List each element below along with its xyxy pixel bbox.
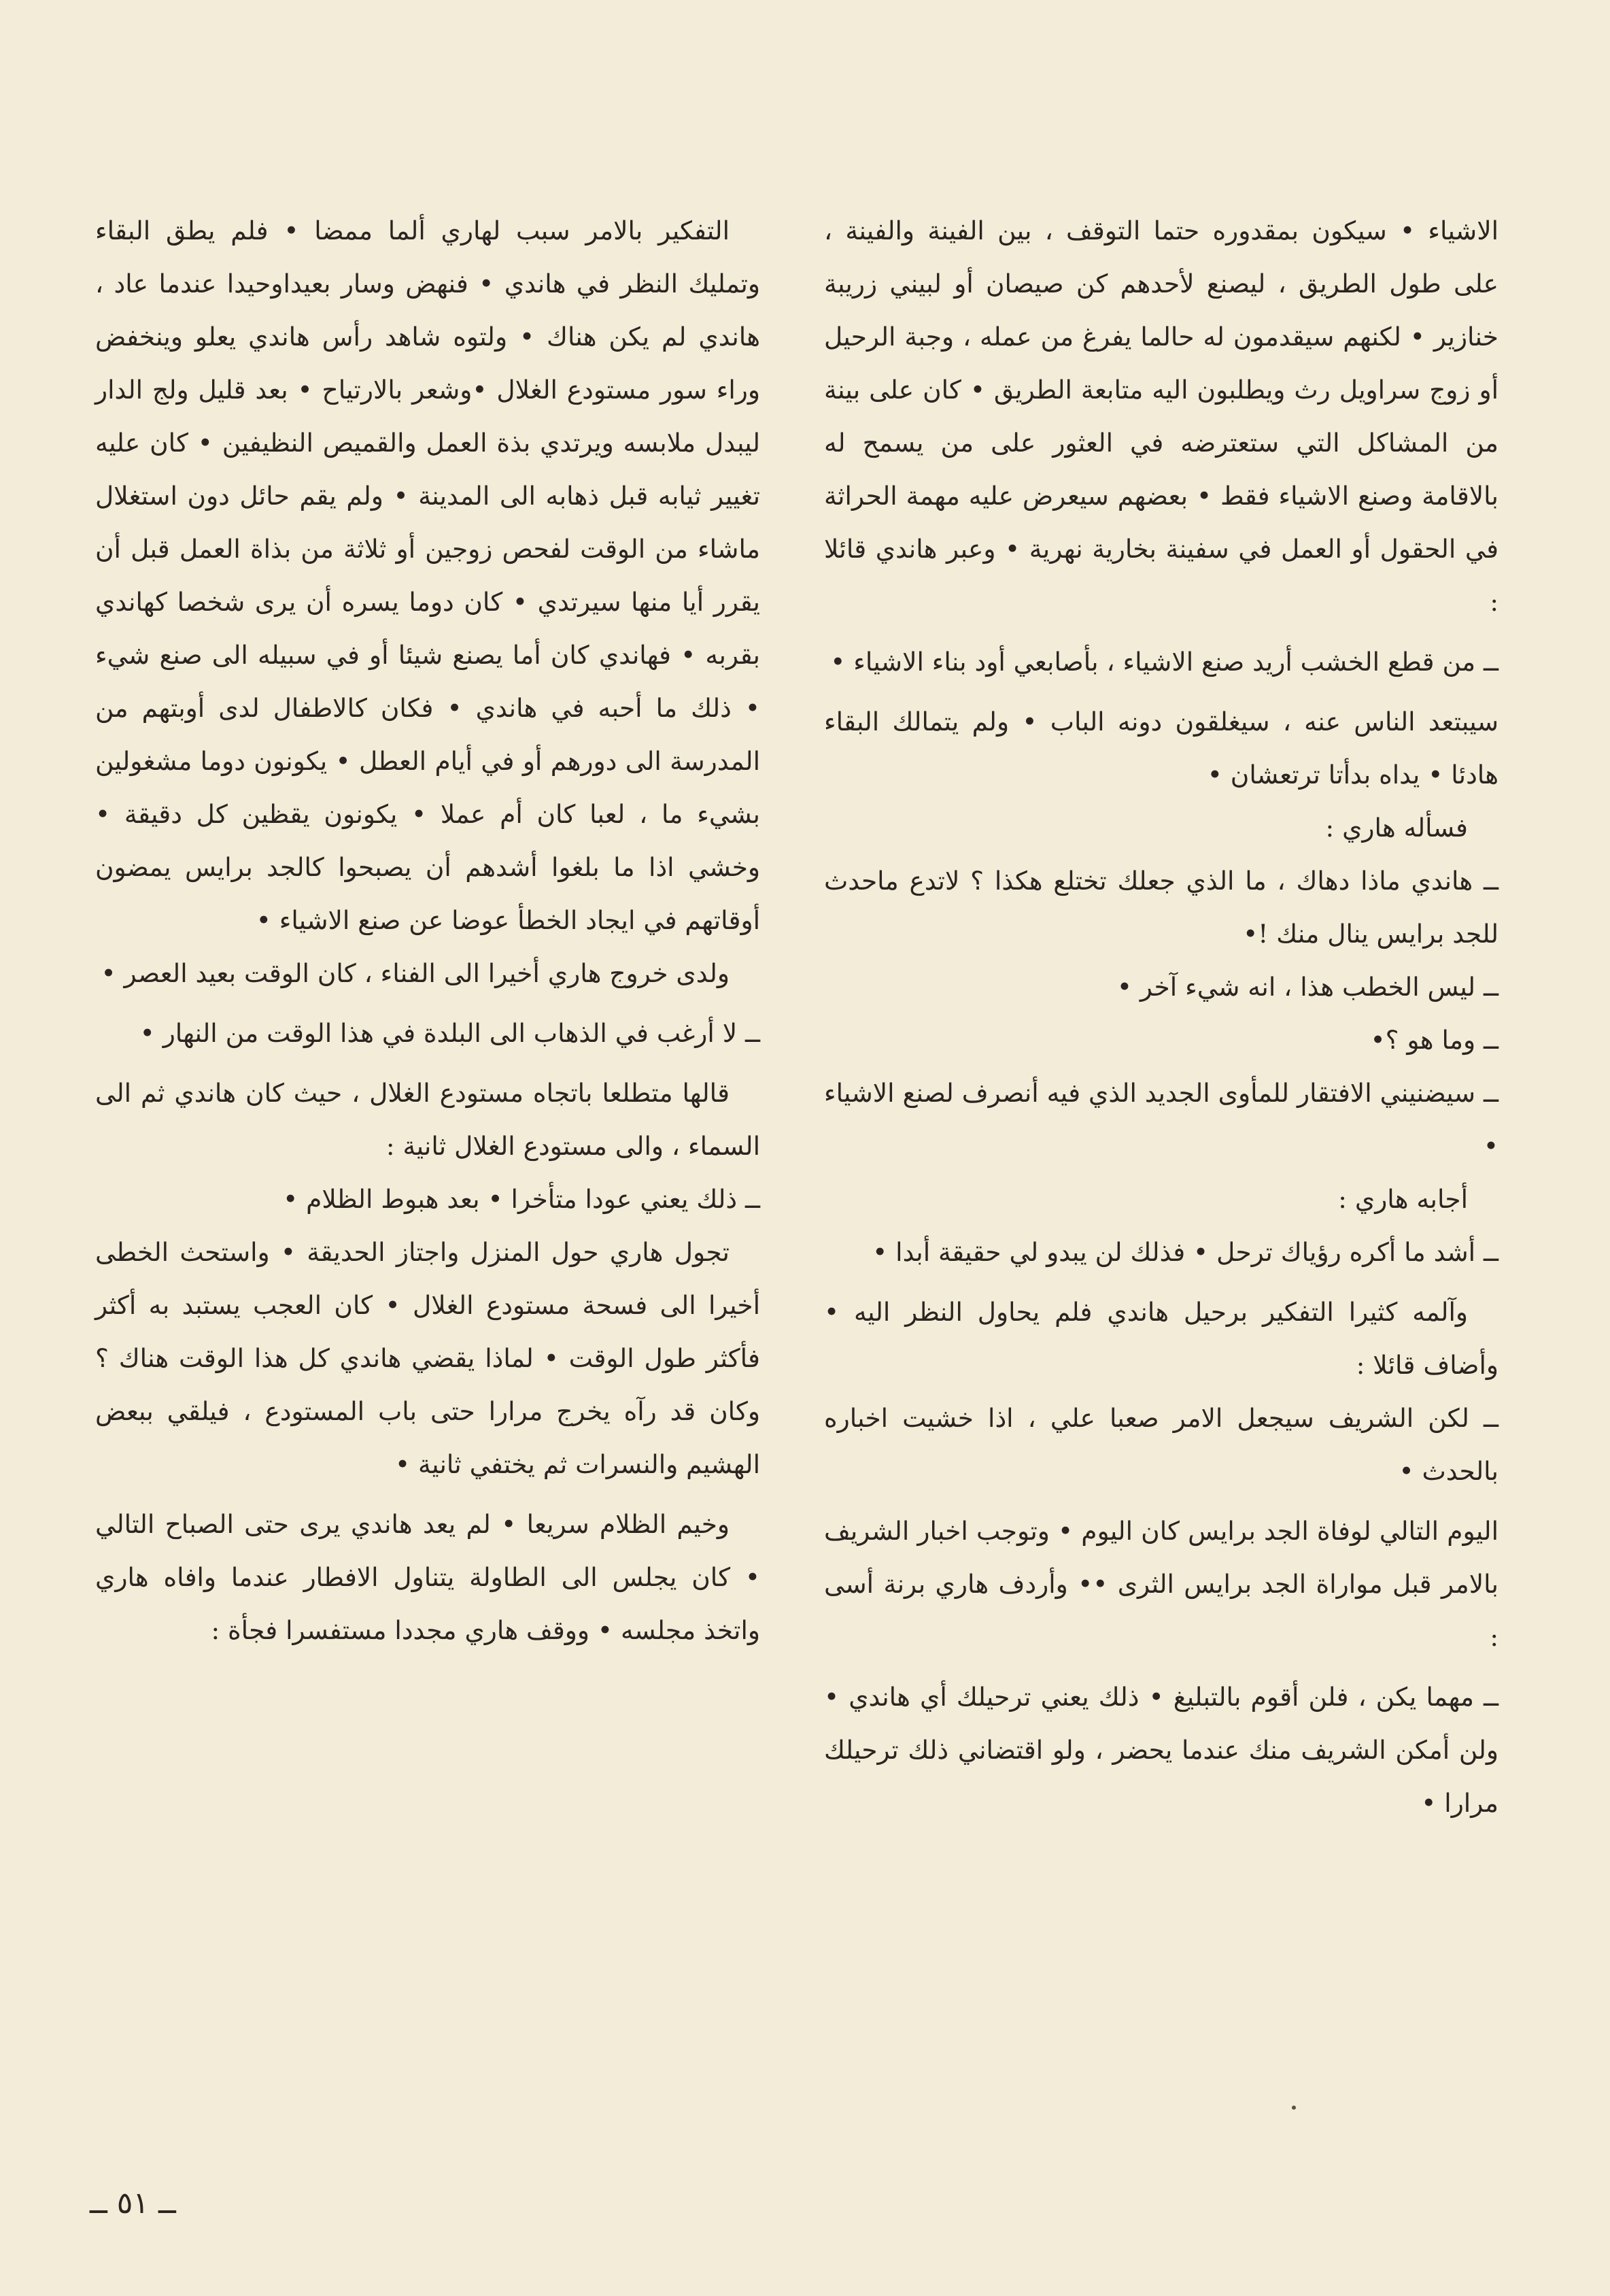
dialogue-line: ــ من قطع الخشب أريد صنع الاشياء ، بأصابعي أود بناء الاشياء • [830, 647, 1498, 677]
dialogue-line: ــ لا أرغب في الذهاب الى البلدة في هذا الوقت من النهار • [139, 1018, 760, 1048]
paragraph: ولدى خروج هاري أخيرا الى الفناء ، كان الوقت بعيد العصر • [101, 958, 730, 988]
paragraph: سيبتعد الناس عنه ، سيغلقون دونه الباب • ولم يتمالك البقاء هادئا • يداه بدأتا ترتعشان • [824, 707, 1498, 790]
right-text-column [824, 204, 1498, 1829]
paragraph: تجول هاري حول المنزل واجتاز الحديقة • واستحث الخطى أخيرا الى فسحة مستودع الغلال • كان العجب يستبد به أكثر فأكثر طول الوقت • لماذا يقضي هاندي كل هذا الوقت هناك ؟ وكان قد رآه يخرج مرارا حتى باب المستودع ، فيلقي ببعض الهشيم والنسرات ثم يختفي ثانية • [95, 1237, 760, 1479]
dialogue-line: ــ مهما يكن ، فلن أقوم بالتبليغ • ذلك يعني ترحيلك أي هاندي • ولن أمكن الشريف منك عندما يحضر ، ولو اقتضاني ذلك ترحيلك مرارا • [824, 1682, 1498, 1818]
paragraph: وخيم الظلام سريعا • لم يعد هاندي يرى حتى الصباح التالي • كان يجلس الى الطاولة يتناول الافطار عندما وافاه هاري واتخذ مجلسه • ووقف هاري مجددا مستفسرا فجأة : [95, 1509, 760, 1645]
dialogue-line: ــ هاندي ماذا دهاك ، ما الذي جعلك تختلع هكذا ؟ لاتدع ماحدث للجد برايس ينال منك !• [824, 866, 1498, 949]
dialogue-line: ــ وما هو ؟• [1370, 1025, 1498, 1055]
dialogue-line: ــ سيضنيني الافتقار للمأوى الجديد الذي فيه أنصرف لصنع الاشياء • [824, 1078, 1498, 1161]
paragraph: التفكير بالامر سبب لهاري ألما ممضا • فلم يطق البقاء وتمليك النظر في هاندي • فنهض وسار بعيداوحيدا عندما عاد ، هاندي لم يكن هناك • ولتوه شاهد رأس هاندي يعلو وينخفض وراء سور مستودع الغلال •وشعر بالارتياح • بعد قليل ولج الدار ليبدل ملابسه ويرتدي بذة العمل والقميص النظيفين • كان عليه تغيير ثيابه قبل ذهابه الى المدينة • ولم يقم حائل دون استغلال ماشاء من الوقت لفحص زوجين أو ثلاثة من بذاة العمل قبل أن يقرر أيا منها سيرتدي • كان دوما يسره أن يرى شخصا كهاندي بقربه • فهاندي كان أما يصنع شيئا أو في سبيله الى صنع شيء • ذلك ما أحبه في هاندي • فكان كالاطفال لدى أوبتهم من المدرسة الى دورهم أو في أيام العطل • يكونون دوما مشغولين بشيء ما ، لعبا كان أم عملا • يكونون يقظين كل دقيقة • وخشي اذا ما بلغوا أشدهم أن يصبحوا كالجد برايس يمضون أوقاتهم في ايجاد الخطأ عوضا عن صنع الاشياء • [95, 216, 760, 935]
dialogue-line: ــ أشد ما أكره رؤياك ترحل • فذلك لن يبدو لي حقيقة أبدا • [872, 1237, 1498, 1267]
paragraph: وآلمه كثيرا التفكير برحيل هاندي فلم يحاول النظر اليه • وأضاف قائلا : [824, 1297, 1498, 1380]
paragraph: اليوم التالي لوفاة الجد برايس كان اليوم • وتوجب اخبار الشريف بالامر قبل مواراة الجد برايس الثرى •• وأردف هاري برنة أسى : [824, 1516, 1498, 1652]
paragraph: فسأله هاري : [1325, 813, 1468, 843]
paragraph: قالها متطلعا باتجاه مستودع الغلال ، حيث كان هاندي ثم الى السماء ، والى مستودع الغلال ثانية : [95, 1078, 760, 1161]
paragraph: الاشياء • سيكون بمقدوره حتما التوقف ، بين الفينة والفينة ، على طول الطريق ، ليصنع لأحدهم كن صيصان أو لبيني زريبة خنازير • لكنهم سيقدمون له حالما يفرغ من عمله ، وجبة الرحيل أو زوج سراويل رث ويطلبون اليه متابعة الطريق • كان على بينة من المشاكل التي ستعترضه في العثور على من يسمح له بالاقامة وصنع الاشياء فقط • بعضهم سيعرض عليه مهمة الحراثة في الحقول أو العمل في سفينة بخارية نهرية • وعبر هاندي قائلا : [824, 216, 1498, 617]
dialogue-line: ــ ذلك يعني عودا متأخرا • بعد هبوط الظلام • [283, 1184, 760, 1214]
dialogue-line: ــ لكن الشريف سيجعل الامر صعبا علي ، اذا خشيت اخباره بالحدث • [824, 1403, 1498, 1486]
dialogue-line: ــ ليس الخطب هذا ، انه شيء آخر • [1116, 972, 1498, 1002]
print-speck [1292, 2106, 1296, 2110]
page-number: ــ ٥١ ــ [90, 2186, 176, 2221]
paragraph: أجابه هاري : [1338, 1184, 1468, 1214]
left-text-column [95, 204, 760, 1657]
